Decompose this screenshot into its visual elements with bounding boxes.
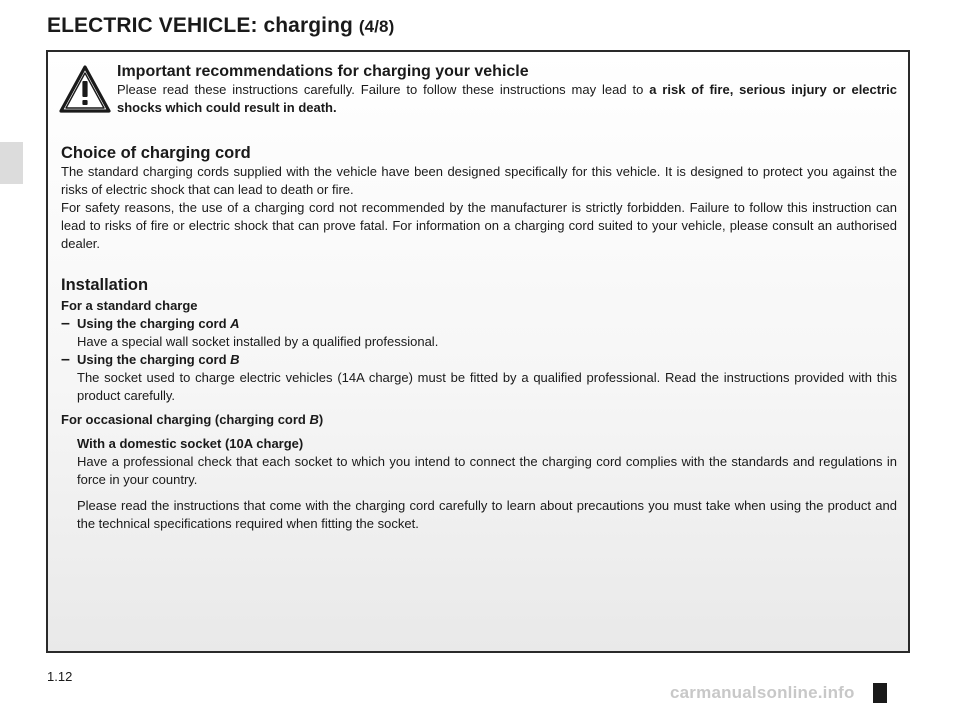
domestic-socket-text: Have a professional check that each socket to which you intend to connect the charging cord complies with the standards and regulations in force in your country. bbox=[77, 454, 897, 487]
list-item-cord-b bbox=[61, 351, 897, 405]
domestic-socket-heading: With a domestic socket (10A charge) bbox=[77, 436, 304, 451]
occasional-cord-letter: B bbox=[309, 412, 319, 427]
warning-text-emphasis: a risk of fire, serious injury or electric shocks which could result in death. bbox=[117, 82, 897, 115]
section-side-tab bbox=[0, 142, 23, 184]
domestic-socket-block bbox=[61, 435, 897, 533]
choice-paragraph-2: For safety reasons, the use of a charging cord not recommended by the manufacturer is strictly forbidden. Failure to follow this instruction can lead to risks of fire or electric shock that can prove fatal. For information on a charging cord suited to your vehicle, please consult an authorised dealer. bbox=[61, 200, 897, 251]
warning-text bbox=[117, 81, 897, 117]
page-title bbox=[47, 14, 394, 38]
corner-marker bbox=[873, 683, 887, 703]
list-dash: – bbox=[61, 315, 70, 332]
warning-heading: Important recommendations for charging your vehicle bbox=[117, 63, 529, 80]
section-title-choice: Choice of charging cord bbox=[61, 144, 251, 162]
page-title-text: ELECTRIC VEHICLE: charging bbox=[47, 14, 353, 37]
cord-a-letter: A bbox=[230, 316, 240, 331]
cord-b-letter: B bbox=[230, 352, 240, 367]
cord-b-text: The socket used to charge electric vehicles (14A charge) must be fitted by a qualified professional. Read the instructions provided with this product carefully. bbox=[77, 370, 897, 403]
warning-text-regular: Please read these instructions carefully. Failure to follow these instructions may lead to bbox=[117, 82, 650, 97]
content-panel bbox=[46, 50, 910, 653]
cord-a-text: Have a special wall socket installed by a qualified professional. bbox=[77, 334, 439, 349]
warning-block bbox=[61, 63, 897, 117]
warning-triangle-icon bbox=[59, 65, 111, 113]
watermark-text: carmanualsonline.info bbox=[670, 683, 855, 702]
cord-a-label: Using the charging cord A bbox=[77, 316, 240, 331]
occasional-charge-heading: For occasional charging (charging cord B) bbox=[61, 412, 324, 427]
cord-b-label: Using the charging cord B bbox=[77, 352, 240, 367]
page-part-indicator: (4/8) bbox=[358, 17, 395, 36]
list-dash: – bbox=[61, 351, 70, 368]
list-item-cord-a bbox=[61, 315, 897, 351]
choice-paragraph-1: The standard charging cords supplied with the vehicle have been designed specifically for this vehicle. It is designed to protect you against the risks of electric shock that can lead to death or fire. bbox=[61, 164, 897, 197]
page-number: 1.12 bbox=[47, 669, 73, 684]
final-instructions-text: Please read the instructions that come with the charging cord carefully to learn about precautions you must take when using the product and the technical specifications required when fitting the socket. bbox=[77, 498, 897, 531]
standard-charge-heading: For a standard charge bbox=[61, 298, 198, 313]
section-title-installation: Installation bbox=[61, 276, 149, 294]
